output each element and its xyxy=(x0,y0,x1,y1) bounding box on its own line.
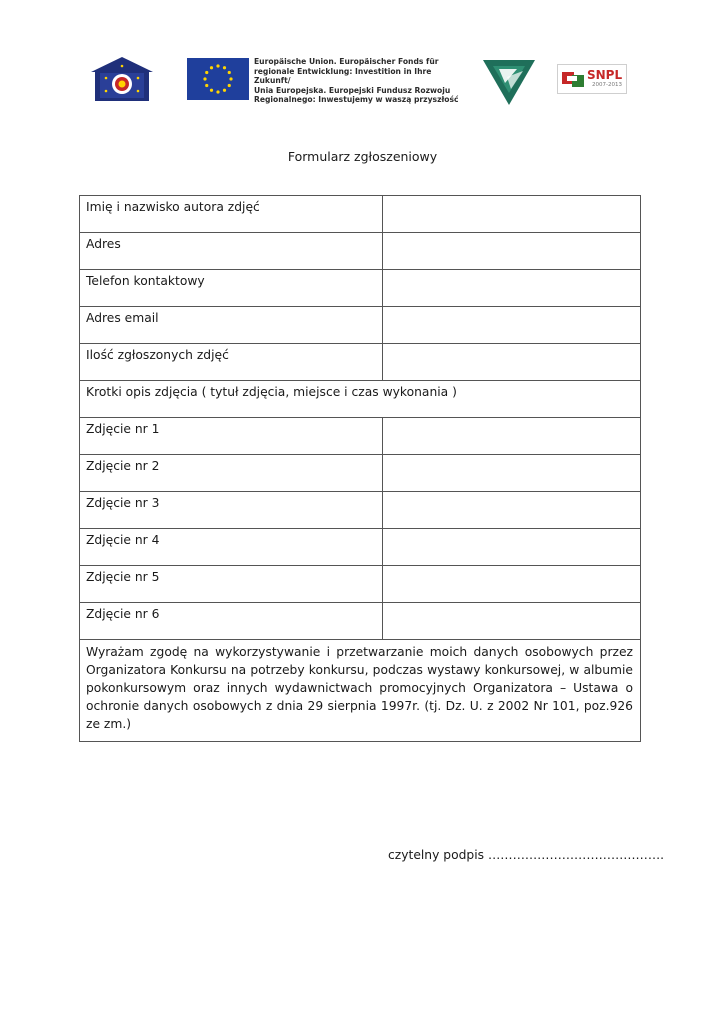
table-row xyxy=(80,196,641,233)
snpl-logo-frame xyxy=(557,64,627,94)
email-field[interactable] xyxy=(383,307,641,344)
eu-star-icon xyxy=(229,77,232,80)
photo-description-field-6[interactable] xyxy=(383,603,641,640)
photo-description-field-4[interactable] xyxy=(383,529,641,566)
snpl-logo xyxy=(557,64,627,94)
eu-text-line: regionale Entwicklung: Investition in Ihre Zukunft/ xyxy=(254,66,432,86)
table-row xyxy=(80,344,641,381)
description-heading: Krotki opis zdjęcia ( tytuł zdjęcia, miejsce i czas wykonania ) xyxy=(80,381,641,418)
eu-star-icon xyxy=(210,89,213,92)
eu-star-icon xyxy=(205,84,208,87)
application-form-table xyxy=(79,195,641,742)
regional-house-emblem-icon xyxy=(89,56,155,102)
eu-text-line: Europäische Union. Europäischer Fonds für xyxy=(254,57,439,66)
photo-description-field-5[interactable] xyxy=(383,566,641,603)
eu-star-icon xyxy=(216,90,219,93)
signature-line xyxy=(388,848,664,862)
snpl-years: 2007-2013 xyxy=(592,82,622,88)
table-row xyxy=(80,455,641,492)
form-title: Formularz zgłoszeniowy xyxy=(287,149,438,164)
green-triangle-logo-icon xyxy=(481,57,537,107)
table-row xyxy=(80,603,641,640)
table-row xyxy=(80,233,641,270)
photo-label-6: Zdjęcie nr 6 xyxy=(80,603,383,640)
photo-label-1: Zdjęcie nr 1 xyxy=(80,418,383,455)
eu-star-icon xyxy=(228,71,231,74)
snpl-mark-icon xyxy=(561,69,587,89)
consent-statement: Wyrażam zgodę na wykorzystywanie i przetwarzanie moich danych osobowych przez Organizatora Konkursu na potrzeby konkursu, podczas wystawy konkursowej, w albumie pokonkursowym oraz innych wydawnictwach promocyjnych Organizatora – Ustawa o ochronie danych osobowych z dnia 29 sierpnia 1997r. (tj. Dz. U. z 2002 Nr 101, poz.926 ze zm.) xyxy=(80,640,641,742)
signature-dots[interactable]: ……………………………………. xyxy=(487,848,665,862)
photo-description-field-1[interactable] xyxy=(383,418,641,455)
photo-description-field-2[interactable] xyxy=(383,455,641,492)
eu-star-icon xyxy=(223,66,226,69)
photo-label-4: Zdjęcie nr 4 xyxy=(80,529,383,566)
author-name-field[interactable] xyxy=(383,196,641,233)
photo-label-5: Zdjęcie nr 5 xyxy=(80,566,383,603)
eu-star-icon xyxy=(203,77,206,80)
table-row xyxy=(80,270,641,307)
field-label-address: Adres xyxy=(80,233,383,270)
eu-star-icon xyxy=(223,89,226,92)
table-row xyxy=(80,307,641,344)
eu-star-icon xyxy=(210,66,213,69)
eu-funding-text xyxy=(254,57,464,105)
photo-description-field-3[interactable] xyxy=(383,492,641,529)
logo-bar xyxy=(0,52,725,112)
table-row xyxy=(80,492,641,529)
table-row xyxy=(80,640,641,742)
photo-label-3: Zdjęcie nr 3 xyxy=(80,492,383,529)
phone-field[interactable] xyxy=(383,270,641,307)
field-label-email: Adres email xyxy=(80,307,383,344)
table-row xyxy=(80,418,641,455)
photo-label-2: Zdjęcie nr 2 xyxy=(80,455,383,492)
eu-text-line: Regionalnego: Inwestujemy w waszą przyszłość xyxy=(254,95,459,105)
photo-count-field[interactable] xyxy=(383,344,641,381)
address-field[interactable] xyxy=(383,233,641,270)
signature-label: czytelny podpis xyxy=(388,848,485,862)
eu-star-icon xyxy=(205,71,208,74)
eu-flag-icon xyxy=(187,58,249,100)
table-row xyxy=(80,566,641,603)
snpl-title: SNPL xyxy=(587,68,623,82)
table-row xyxy=(80,381,641,418)
table-row xyxy=(80,529,641,566)
field-label-author-name: Imię i nazwisko autora zdjęć xyxy=(80,196,383,233)
field-label-phone: Telefon kontaktowy xyxy=(80,270,383,307)
field-label-photo-count: Ilość zgłoszonych zdjęć xyxy=(80,344,383,381)
eu-star-icon xyxy=(216,64,219,67)
eu-star-icon xyxy=(228,84,231,87)
eu-text-line: Unia Europejska. Europejski Fundusz Rozwoju xyxy=(254,85,451,95)
